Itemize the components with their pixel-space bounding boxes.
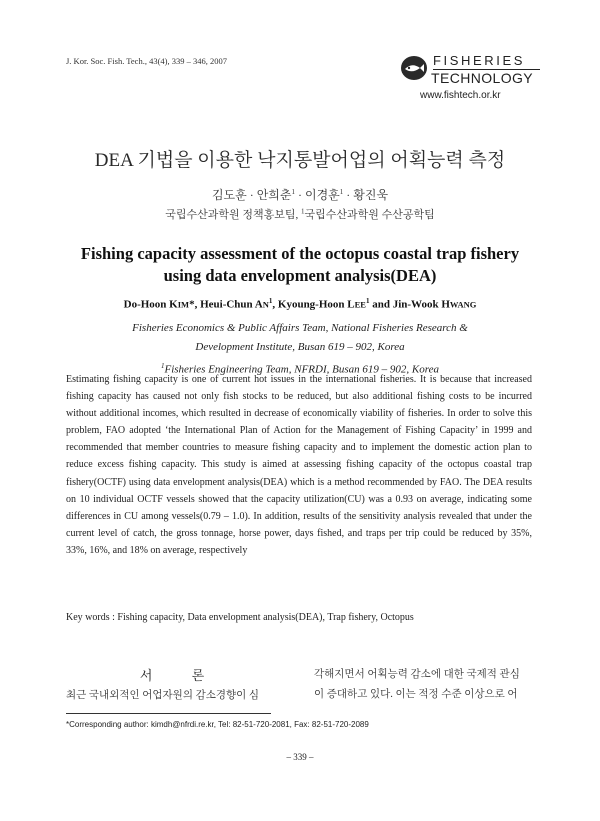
korean-affiliation: 국립수산과학원 정책홍보팀, $^1$국립수산과학원 수산공학팀 — [165, 207, 435, 221]
section-heading-introduction: 서 론 — [139, 668, 223, 683]
footnote-divider — [66, 713, 271, 714]
affiliation-line-3: $^1$Fisheries Engineering Team, NFRDI, Busan 619 – 902, Korea — [161, 362, 439, 376]
journal-website-link[interactable]: www.fishtech.or.kr — [420, 90, 501, 101]
abstract: Estimating fishing capacity is one of current hot issues in the international fisheries. It is because that increased fishing capacity has caused not only fish stocks to be reduced, but also additional fishing costs to be incurred without additional incomes, which resulted in decrease of economically viability of fisheries. In order to solve this problem, FAO adopted ‘the International Plan of Action for the Management of Fishing Capacity’ in 1999 and recommended that member countries to measure fishing capacity and to implement the domestic action plan to reduce excess fishing capacity. This study is aimed at assessing fishing capacity of the octopus coastal trap fishery(OCTF) using data envelopment analysis(DEA) which is a method recommended by FAO. The DEA results on 10 individual OCTF vessels showed that the capacity utilization(CU) was a 0.93 on average, indicating some differences in CU among vessels(0.79 – 1.0). In addition, results of the sensitivity analysis revealed that under the current level of catch, the gross tonnage, horse power, days fished, and traps per trip could be reduced by 35%, 33%, 16%, and 18% on average, respectively — [66, 374, 532, 556]
body-line-2: 이 증대하고 있다. 이는 적정 수준 이상으로 어 — [314, 689, 518, 700]
body-line-1: 각해지면서 어획능력 감소에 대한 국제적 관심 — [314, 669, 520, 680]
english-title-line-2: using data envelopment analysis(DEA) — [163, 266, 437, 285]
korean-title: DEA 기법을 이용한 낙지통발어업의 어획능력 측정 — [94, 150, 506, 171]
logo-text-fisheries: FISHERIES — [433, 53, 526, 68]
keywords: Key words : Fishing capacity, Data envelopment analysis(DEA), Trap fishery, Octopus — [66, 612, 414, 623]
affiliation-line-1: Fisheries Economics & Public Affairs Team, National Fisheries Research & — [132, 322, 468, 334]
corresponding-author-footnote: *Corresponding author: kimdh@nfrdi.re.kr, Tel: 82-51-720-2081, Fax: 82-51-720-2089 — [66, 720, 369, 729]
journal-citation: J. Kor. Soc. Fish. Tech., 43(4), 339 – 346, 2007 — [66, 56, 227, 66]
body-text-right-column — [314, 665, 534, 705]
page-number: – 339 – — [286, 752, 314, 762]
logo-text-technology: TECHNOLOGY — [431, 70, 534, 86]
body-text-left-column: 최근 국내외적인 어업자원의 감소경향이 심 — [66, 690, 260, 701]
affiliation-line-2: Development Institute, Busan 619 – 902, Korea — [195, 341, 405, 353]
fish-emblem-icon — [400, 55, 428, 81]
english-title-line-1: Fishing capacity assessment of the octopus coastal trap fishery — [80, 244, 520, 263]
english-title — [0, 243, 600, 287]
english-authors: Do-Hoon KIM*, Heui-Chun $AN^1$, Kyoung-Hoon LEE$^1$ and Jin-Wook HWANG — [123, 297, 477, 311]
korean-authors: 김도훈 · 안희춘$^1$ · 이경훈$^1$ · 황진욱 — [211, 188, 389, 202]
